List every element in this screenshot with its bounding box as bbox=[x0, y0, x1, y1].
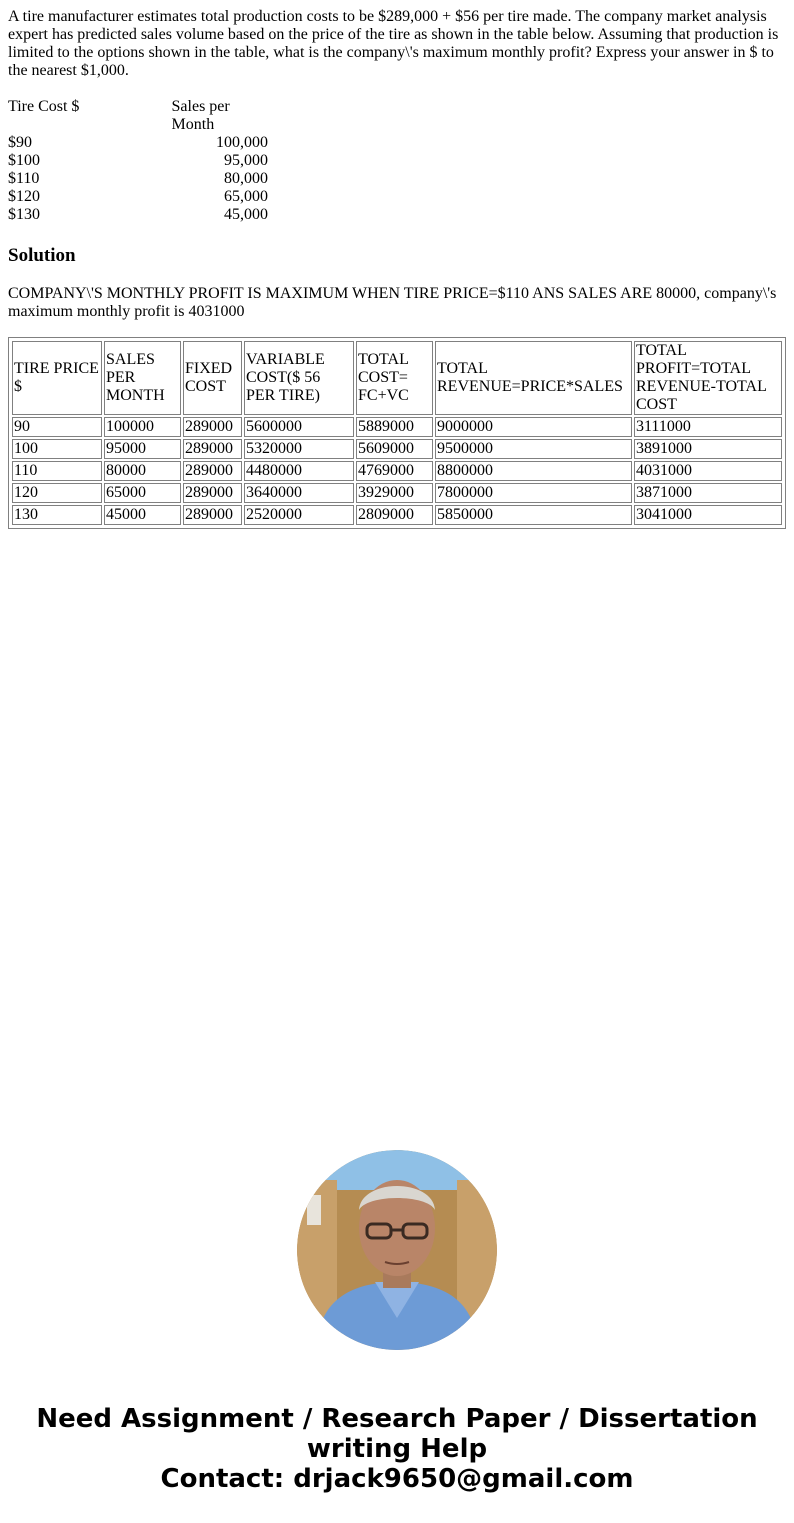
table-cell: 4480000 bbox=[244, 461, 354, 481]
table-cell: 9500000 bbox=[435, 439, 632, 459]
table-row bbox=[12, 483, 782, 503]
table-cell: 45000 bbox=[104, 505, 181, 525]
calc-table-header bbox=[12, 341, 782, 415]
table-cell: 120 bbox=[12, 483, 102, 503]
promo-line: Need Assignment / Research Paper / Dissertation bbox=[36, 1404, 758, 1434]
table-cell: 5600000 bbox=[244, 417, 354, 437]
table-cell: 8800000 bbox=[435, 461, 632, 481]
table-cell: 5609000 bbox=[356, 439, 433, 459]
table-cell: 5320000 bbox=[244, 439, 354, 459]
column-header: TOTAL PROFIT=TOTAL REVENUE-TOTAL COST bbox=[634, 341, 782, 415]
table-cell: 4769000 bbox=[356, 461, 433, 481]
price-cell: $90 bbox=[8, 134, 32, 151]
sales-cell: 95,000 bbox=[224, 152, 268, 169]
table-row bbox=[8, 188, 268, 206]
table-cell: 100000 bbox=[104, 417, 181, 437]
promo-contact: Contact: drjack9650@gmail.com bbox=[160, 1464, 634, 1494]
column-header: FIXED COST bbox=[183, 341, 242, 415]
sales-cell: 80,000 bbox=[224, 170, 268, 187]
table-cell: 4031000 bbox=[634, 461, 782, 481]
table-row bbox=[12, 505, 782, 525]
question-text: A tire manufacturer estimates total production costs to be $289,000 + $56 per tire made. The company market analysis expert has predicted sales volume based on the price of the tire as shown in the table below. Assuming that production is limited to the options shown in the table, what is the company\'s maximum monthly profit? Express your answer in $ to the nearest $1,000. bbox=[8, 8, 779, 79]
column-header: TOTAL COST= FC+VC bbox=[356, 341, 433, 415]
table-cell: 3041000 bbox=[634, 505, 782, 525]
table-cell: 289000 bbox=[183, 417, 242, 437]
table-cell: 289000 bbox=[183, 439, 242, 459]
table-cell: 3891000 bbox=[634, 439, 782, 459]
price-cell: $110 bbox=[8, 170, 40, 187]
table-row bbox=[8, 134, 268, 152]
price-cell: $120 bbox=[8, 188, 40, 205]
table-cell: 7800000 bbox=[435, 483, 632, 503]
table-row bbox=[12, 417, 782, 437]
price-cell: $100 bbox=[8, 152, 40, 169]
sales-cell: 45,000 bbox=[224, 206, 268, 223]
table-row bbox=[12, 461, 782, 481]
table-cell: 130 bbox=[12, 505, 102, 525]
table-row bbox=[8, 170, 268, 188]
table-row bbox=[8, 152, 268, 170]
price-header-cell: Tire Cost $ bbox=[8, 98, 80, 115]
table-cell: 95000 bbox=[104, 439, 181, 459]
calculation-table bbox=[10, 339, 784, 527]
table-cell: 2809000 bbox=[356, 505, 433, 525]
table-cell: 90 bbox=[12, 417, 102, 437]
sales-header-cell: Sales per Month bbox=[171, 98, 230, 133]
sales-cell: 65,000 bbox=[224, 188, 268, 205]
price-table-header bbox=[8, 98, 268, 134]
table-cell: 3929000 bbox=[356, 483, 433, 503]
column-header: TOTAL REVENUE=PRICE*SALES bbox=[435, 341, 632, 415]
table-cell: 80000 bbox=[104, 461, 181, 481]
document-body bbox=[8, 8, 786, 529]
sales-cell: 100,000 bbox=[216, 134, 268, 151]
table-cell: 289000 bbox=[183, 505, 242, 525]
price-sales-table bbox=[8, 98, 268, 224]
table-cell: 2520000 bbox=[244, 505, 354, 525]
column-header: VARIABLE COST($ 56 PER TIRE) bbox=[244, 341, 354, 415]
table-cell: 100 bbox=[12, 439, 102, 459]
column-header: SALES PER MONTH bbox=[104, 341, 181, 415]
answer-text: COMPANY\'S MONTHLY PROFIT IS MAXIMUM WHEN TIRE PRICE=$110 ANS SALES ARE 80000, company\'s maximum monthly profit is 4031000 bbox=[8, 285, 777, 320]
avatar bbox=[297, 1150, 497, 1350]
table-cell: 289000 bbox=[183, 461, 242, 481]
table-cell: 289000 bbox=[183, 483, 242, 503]
promo-banner bbox=[0, 1150, 794, 1350]
table-cell: 9000000 bbox=[435, 417, 632, 437]
table-cell: 3111000 bbox=[634, 417, 782, 437]
solution-heading: Solution bbox=[8, 245, 76, 266]
table-cell: 110 bbox=[12, 461, 102, 481]
table-row bbox=[12, 439, 782, 459]
table-cell: 3871000 bbox=[634, 483, 782, 503]
table-cell: 5889000 bbox=[356, 417, 433, 437]
promo-text bbox=[0, 1404, 794, 1494]
price-cell: $130 bbox=[8, 206, 40, 223]
table-row bbox=[8, 206, 268, 224]
table-cell: 5850000 bbox=[435, 505, 632, 525]
table-cell: 65000 bbox=[104, 483, 181, 503]
calculation-table-frame bbox=[8, 337, 786, 529]
promo-line: writing Help bbox=[306, 1434, 488, 1464]
table-cell: 3640000 bbox=[244, 483, 354, 503]
column-header: TIRE PRICE $ bbox=[12, 341, 102, 415]
portrait-photo bbox=[297, 1150, 497, 1350]
